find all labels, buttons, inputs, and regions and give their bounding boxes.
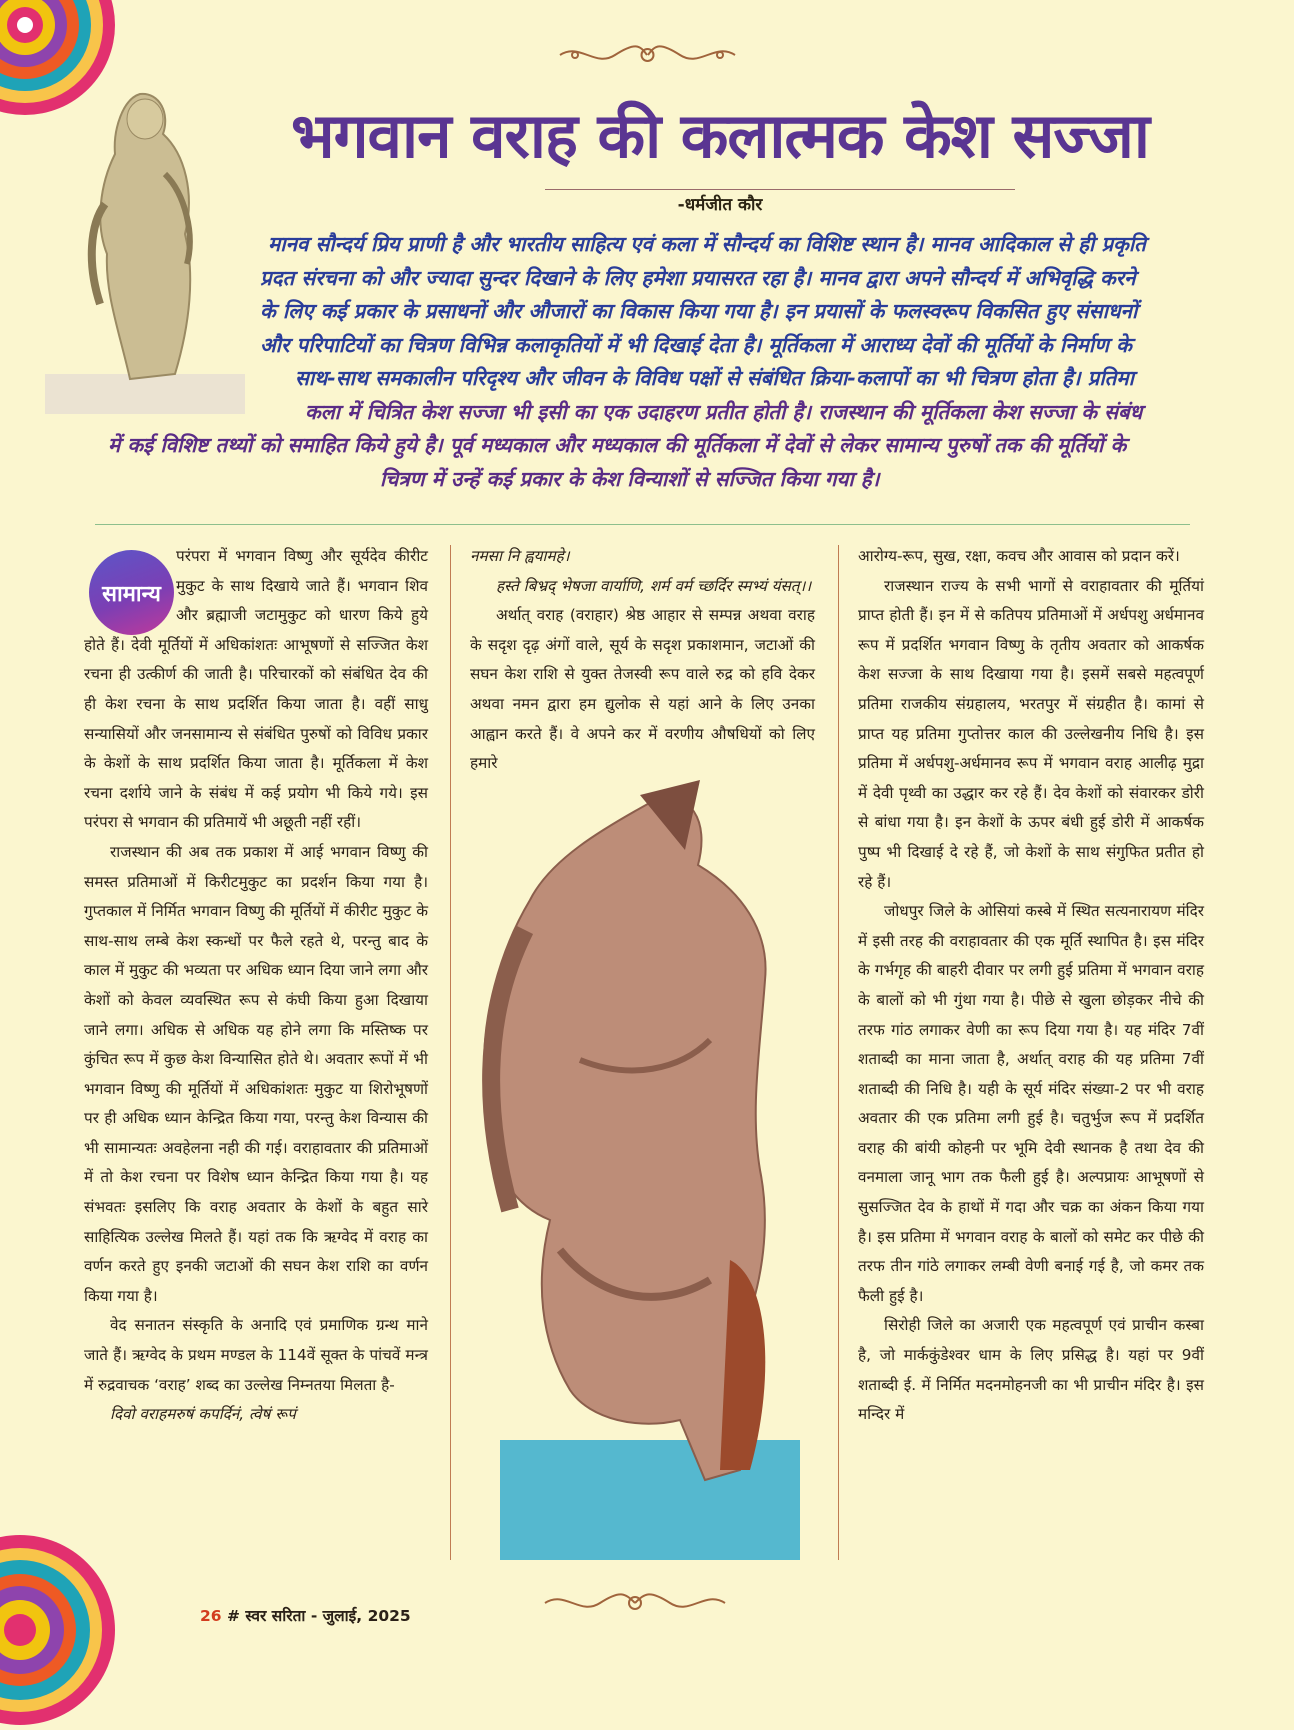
intro-line: चित्रण में उन्हें कई प्रकार के केश विन्याशों से सज्जित किया गया है।: [380, 466, 880, 491]
intro-line: और परिपाटियों का चित्रण विभिन्न कलाकृतियों में भी दिखाई देता है। मूर्तिकला में आराध्य देवों की मूर्तियों के निर्माण के: [260, 332, 1132, 357]
paragraph: सिरोही जिले का अजारी एक महत्वपूर्ण एवं प्राचीन कस्बा है, जो मार्ककुंडेश्वर धाम के लिए प्रसिद्ध है। यहां पर 9वीं शताब्दी ई. में निर्मित मदनमोहनजी का भी प्राचीन मंदिर है। इस मन्दिर में: [858, 1316, 1204, 1424]
column-2: [470, 542, 815, 779]
intro-line: प्रदत संरचना को और ज्यादा सुन्दर दिखाने के लिए हमेशा प्रयासरत रहा है। मानव द्वारा अपने सौन्दर्य में अभिवृद्धि करने: [260, 265, 1136, 290]
article-intro: [100, 228, 1190, 496]
scroll-ornament-icon: [540, 1588, 730, 1618]
column-3: [858, 542, 1204, 1430]
varaha-statue-image: [440, 780, 870, 1570]
paragraph: आरोग्य-रूप, सुख, रक्षा, कवच और आवास को प्रदान करें।: [858, 547, 1180, 565]
mandala-ornament-icon: [0, 1530, 120, 1730]
page-number: 26: [200, 1607, 222, 1625]
section-divider: [95, 524, 1190, 525]
paragraph: अर्थात् वराह (वराहार) श्रेष्ठ आहार से सम्पन्न अथवा वराह के सदृश दृढ़ अंगों वाले, सूर्य के सदृश प्रकाशमान, जटाओं की सघन केश राशि से युक्त तेजस्वी रूप वाले रुद्र को हवि देकर अथवा नमन द्वारा हम द्युलोक से यहां आने के लिए उनका आह्वान करते हैं। वे अपने कर में वरणीय औषधियों को लिए हमारे: [470, 606, 815, 773]
scroll-ornament-icon: [555, 40, 740, 70]
intro-line: कला में चित्रित केश सज्जा भी इसी का एक उदाहरण प्रतीत होती है। राजस्थान की मूर्तिकला केश सज्जा के संबंध: [305, 399, 1143, 424]
intro-line: साथ-साथ समकालीन परिदृश्य और जीवन के विविध पक्षों से संबंधित क्रिया-कलापों का भी चित्रण होता है। प्रतिमा: [295, 366, 1134, 390]
verse-line: हस्ते बिभ्रद् भेषजा वार्याणि, शर्म वर्म च्छर्दिर स्मभ्यं यंसत्।।: [496, 576, 812, 595]
verse-line: नमसा नि ह्वयामहे।: [470, 547, 570, 565]
column-1: [84, 542, 428, 1430]
paragraph: वेद सनातन संस्कृति के अनादि एवं प्रमाणिक ग्रन्थ माने जाते हैं। ऋग्वेद के प्रथम मण्डल के 114वें सूक्त के पांचवें मन्त्र में रुद्रवाचक ‘वराह’ शब्द का उल्लेख निम्नतया मिलता है-: [84, 1316, 428, 1394]
page-footer: [200, 1604, 411, 1626]
article-title: भगवान वराह की कलात्मक केश सज्जा: [291, 99, 1149, 172]
intro-line: के लिए कई प्रकार के प्रसाधनों और औजारों का विकास किया गया है। इन प्रयासों के फलस्वरूप विकसित हुए संसाधनों: [260, 299, 1138, 323]
title-underline: [545, 189, 1015, 190]
intro-line: में कई विशिष्ट तथ्यों को समाहित किये हुये है। पूर्व मध्यकाल और मध्यकाल की मूर्तिकला में देवों से लेकर सामान्य पुरुषों तक की मूर्तियों के: [108, 433, 1127, 457]
author-byline: -धर्मजीत कौर: [677, 195, 763, 215]
paragraph: जोधपुर जिले के ओसियां कस्बे में स्थित सत्यनारायण मंदिर में इसी तरह की वराहावतार की एक मूर्ति स्थापित है। इस मंदिर के गर्भगृह की बाहरी दीवार पर लगी हुई प्रतिमा में भगवान वराह के बालों को भी गुंथा गया है। पीछे से खुला छोड़कर नीचे की तरफ गांठ लगाकर वेणी का रूप दिया गया है। यह मंदिर 7वीं शताब्दी का माना जाता है, अर्थात् वराह की यह प्रतिमा 7वीं शताब्दी की निधि है। यही के सूर्य मंदिर संख्या-2 पर भी वराह अवतार की एक प्रतिमा लगी हुई है। चतुर्भुज रूप में प्रदर्शित वराह की बांयी कोहनी पर भूमि देवी स्थानक है तथा देव की वनमाला जानू भाग तक फैली हुई है। अल्पप्रायः आभूषणों से सुसज्जित देव के हाथों में गदा और चक्र का अंकन किया गया है। इस प्रतिमा में भगवान वराह के बालों को समेट कर पीछे की तरफ तीन गांठे लगाकर लम्बी वेणी बनाई गई है, जो कमर तक फैली हुई है।: [858, 902, 1204, 1305]
paragraph: राजस्थान की अब तक प्रकाश में आई भगवान विष्णु की समस्त प्रतिमाओं में किरीटमुकुट का प्रदर्शन किया गया है। गुप्तकाल में निर्मित भगवान विष्णु की मूर्तियों में कीरीट मुकुट के साथ-साथ लम्बे केश स्कन्धों पर फैले रहते थे, परन्तु बाद के काल में मुकुट की भव्यता पर अधिक ध्यान दिया जाने लगा और केशों को केवल व्यवस्थित रूप से कंघी किया हुआ दिखाया जाने लगा। अधिक से अधिक यह होने लगा कि मस्तिष्क पर कुंचित रूप में कुछ केश विन्यासित होते थे। अवतार रूपों में भी भगवान विष्णु की मूर्तियों में अधिकांशतः मुकुट या शिरोभूषणों पर ही अधिक ध्यान केन्द्रित किया गया, परन्तु केश विन्यास की भी सामान्यतः अवहेलना नही की गई। वराहावतार की प्रतिमाओं में तो केश रचना पर विशेष ध्यान केन्द्रित किया गया है। यह संभवतः इसलिए कि वराह अवतार के केशों के बहुत सारे साहित्यिक उल्लेख मिलते हैं। यहां तक कि ऋग्वेद में वराह का वर्णन करते हुए इनकी जटाओं की सघन केश राशि का वर्णन किया गया है।: [84, 842, 428, 1305]
verse-line: दिवो वराहमरुषं कपर्दिनं, त्वेषं रूपं: [110, 1405, 296, 1424]
section-badge: सामान्य: [89, 550, 174, 635]
intro-line: मानव सौन्दर्य प्रिय प्राणी है और भारतीय साहित्य एवं कला में सौन्दर्य का विशिष्ट स्थान है। मानव आदिकाल से ही प्रकृति: [268, 232, 1146, 256]
paragraph: परंपरा में भगवान विष्णु और सूर्यदेव कीरीट मुकुट के साथ दिखाये जाते हैं। भगवान शिव और ब्रह्माजी जटामुकुट को धारण किये हुये होते हैं। देवी मूर्तियों में अधिकांशतः आभूषणों से सज्जित केश रचना ही उत्कीर्ण की जाती है। परिचारकों को संबंधित देव की ही केश रचना के साथ प्रदर्शित किया जाता है। वहीं साधु सन्यासियों और जनसामान्य से संबंधित पुरुषों को विविध प्रकार के केशों के साथ प्रदर्शित किया जाता है। मूर्तिकला में केश रचना दर्शाये जाने के संबंध में कई प्रयोग भी किये गये। इस परंपरा से भगवान की प्रतिमायें भी अछूती नहीं रहीं।: [84, 547, 428, 832]
paragraph: राजस्थान राज्य के सभी भागों से वराहावतार की मूर्तियां प्राप्त होती हैं। इन में से कतिपय प्रतिमाओं में अर्धपशु अर्धमानव रूप में प्रदर्शित भगवान विष्णु के तृतीय अवतार को आकर्षक केश सज्जा के साथ दिखाया गया है। इसमें सबसे महत्वपूर्ण प्रतिमा राजकीय संग्रहालय, भरतपुर में संग्रहीत है। कामां से प्राप्त यह प्रतिमा गुप्तोत्तर काल की उल्लेखनीय निधि है। इस प्रतिमा में अर्धपशु-अर्धमानव रूप में भगवान वराह आलीढ़ मुद्रा में देवी पृथ्वी का उद्धार कर रहे हैं। देव केशों को संवारकर डोरी से बांधा गया है। इन केशों के ऊपर बंधी हुई डोरी में आकर्षक पुष्प भी दिखाई दे रहे हैं, जो केशों के साथ संगुफित प्रतीत हो रहे हैं।: [858, 576, 1204, 891]
magazine-issue: # स्वर सरिता - जुलाई, 2025: [226, 1607, 411, 1625]
